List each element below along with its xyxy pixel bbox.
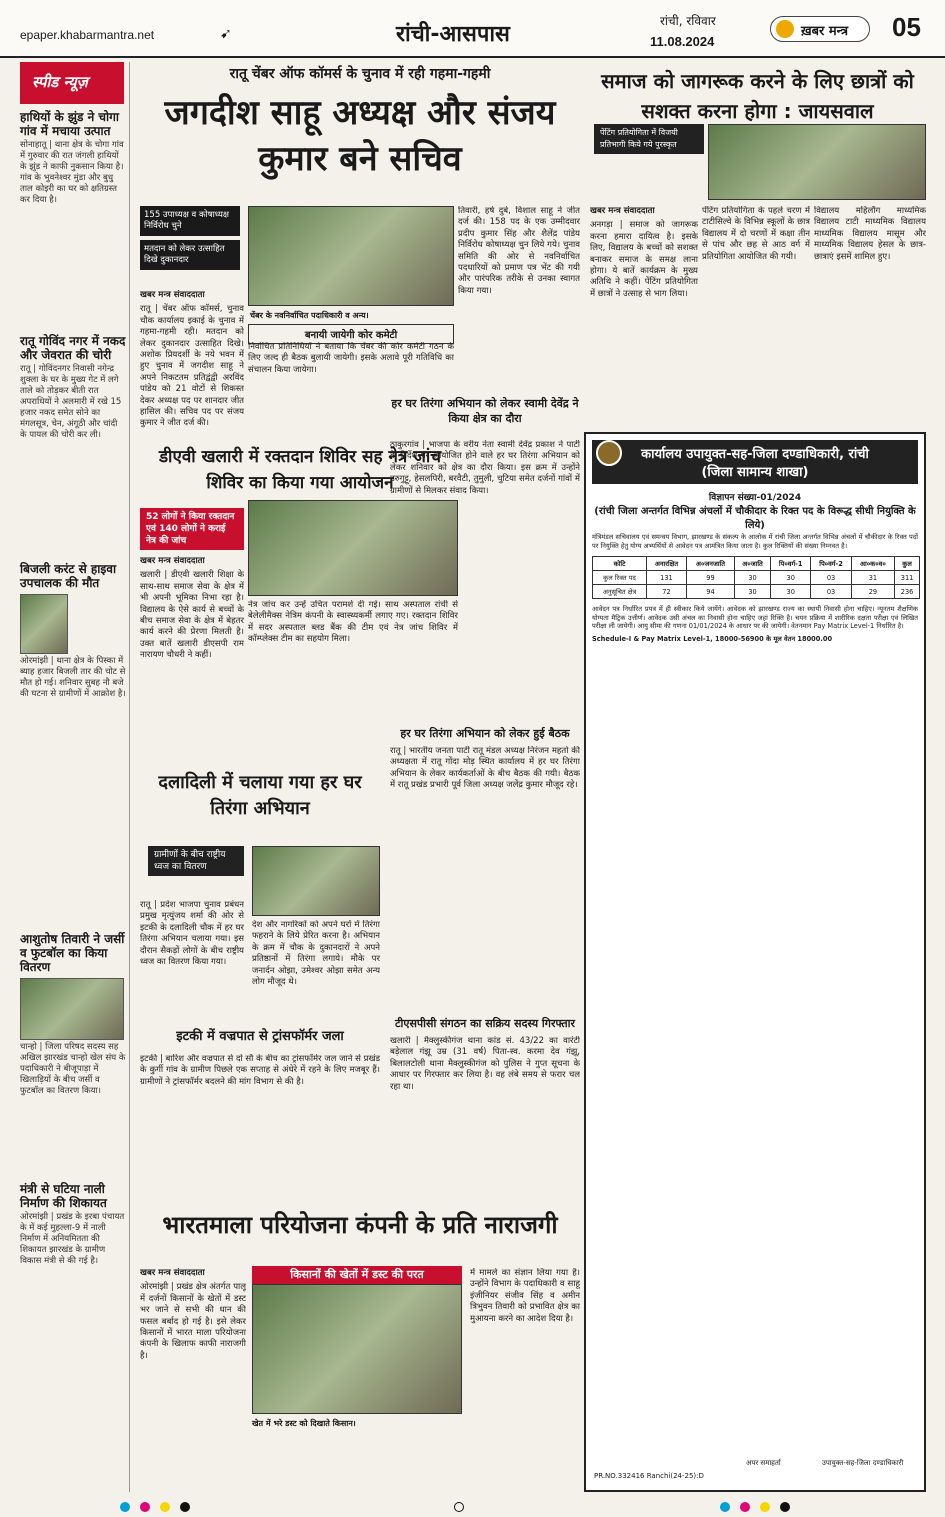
jaiswal-body-col1	[590, 206, 698, 406]
jaiswal-tag: पेंटिंग प्रतियोगिता में विजयी प्रतिभागी किये गये पुरस्कृत	[594, 124, 704, 154]
brief-body: ओरमांझी | प्रखंड के इरबा पंचायत के में कई मुहल्ला-9 में नाली निर्माण में अनियमितता की शिकायत झारखंड के ग्रामीण विकास मंत्री से की गई है।	[20, 1212, 125, 1266]
ad-intro: मंत्रिमंडल सचिवालय एवं समन्वय विभाग, झारखण्ड के संकल्प के आलोक में रांची जिला अन्तर्गत विभिन्न अंचलों में चौकीदार के रिक्त पदों पर नियुक्ति हेतु योग्य अभ्यर्थियों से आवेदन पत्र आमंत्रित किया जाता है। कुल रिक्तियों की संख्या निम्नवत है।	[592, 533, 918, 550]
transformer-body: इटकी | बारिश और वज्रपात से दो सौ के बीच का ट्रांसफॉर्मर जल जाने से प्रखंड के कुर्गी गांव के ग्रामीण पिछले एक सप्ताह से अंधेरे में रहने के लिए मजबूर हैं। ग्रामीणों ने ट्रांसफॉर्मर बदलने की मांग विभाग से की है।	[140, 1054, 380, 1087]
brief-title: रातू गोविंद नगर में नकद और जेवरात की चोरी	[20, 334, 126, 362]
tiranga-photo	[252, 846, 380, 916]
brief-jersey	[20, 932, 126, 1097]
col-header: पि०वर्ग-1	[771, 557, 811, 571]
table-cell: 03	[811, 571, 851, 585]
ad-signer-right: अपर समाहर्ता	[746, 1459, 781, 1467]
table-cell: 30	[771, 571, 811, 585]
vacancy-table	[592, 556, 920, 599]
table-row	[593, 585, 920, 599]
bharatmala-body-col3: में मामले का संज्ञान लिया गया है। उन्होंने विभाग के पदाधिकारी व साहू इंजीनियर संजीव सिंह व अमीन त्रिभुवन तिवारी को प्रभावित क्षेत्र का मुआयना करने का आदेश दिया है।	[470, 1268, 580, 1324]
main-body-col1	[140, 290, 244, 470]
main-bullets	[140, 206, 240, 274]
tpc-headline: टीएसपीसी संगठन का सक्रिय सदस्य गिरफ्तार	[395, 1017, 575, 1030]
table-cell: 94	[686, 585, 734, 599]
ad-salary: Schedule-I & Pay Matrix Level-1, 18000-56900 के मूल वेतन 18000.00	[592, 634, 833, 643]
table-cell: 30	[735, 571, 771, 585]
chamber-photo	[248, 206, 454, 306]
dav-headline: डीएवी खलारी में रक्तदान शिविर सह नेत्र जांच शिविर का किया गया आयोजन	[158, 447, 442, 493]
magenta-registration-icon	[740, 1502, 750, 1512]
core-committee-text: निर्वाचित प्रतिनिधियों ने बताया कि चेंबर की कोर कमेटी गठन के लिए जल्द ही बैठक बुलायी जायेगी। इसके अलावे पूरी गतिविधि का संचालन किया जायेगा।	[248, 342, 454, 375]
ad-subject: (रांची जिला अन्तर्गत विभिन्न अंचलों में चौकीदार के रिक्त पद के विरूद्ध सीधी नियुक्ति के लिये)	[594, 506, 916, 531]
table-cell: 99	[686, 571, 734, 585]
tiranga-body-col1: रातू | प्रदेश भाजपा चुनाव प्रबंधन प्रमुख मृत्युंजय शर्मा की ओर से इटकी के दलादिली चौक में हर घर तिरंगा अभियान चलाया गया। इस दौरान सैकड़ों लोगों के बीच राष्ट्रीय ध्वज का वितरण किया गया।	[140, 900, 244, 968]
jersey-photo	[20, 978, 124, 1040]
brief-title: हाथियों के झुंड ने चोगा गांव में मचाया उत्पात	[20, 110, 119, 138]
left-briefs-column	[20, 62, 130, 1492]
table-row	[593, 571, 920, 585]
dav-body-col2: नेत्र जांच कर उन्हें उचित परामर्श दी गई। साथ अस्पताल रांची से बेलेलीमैक्स नेत्रिम कंपनी के स्वास्थ्यकर्मी लगाए गए। रक्तदान शिविर में सदर अस्पताल ब्लड बैंक की टीम एवं नेत्र जांच शिविर में कॉम्प्लेक्स टीम का सहयोग मिला।	[248, 600, 458, 645]
yellow-registration-icon	[160, 1502, 170, 1512]
table-cell: 30	[735, 585, 771, 599]
recruitment-advertisement	[584, 432, 926, 1492]
brief-body: ओरमांझी | थाना क्षेत्र के पिस्का में ब्याह हजार बिजली तार की चोट से मौत हो गई। शनिवार सुबह नौ बजे की घटना से ग्रामीणों में आक्रोश है।	[20, 656, 126, 699]
photo-caption: चेंबर के नवनिर्वाचित पदाधिकारी व अन्य।	[250, 311, 369, 320]
col-header: कोटि	[593, 557, 647, 571]
table-cell: 29	[851, 585, 894, 599]
yellow-registration-icon	[760, 1502, 770, 1512]
col-header: अ०जाति	[735, 557, 771, 571]
harghar-headline: हर घर तिरंगा अभियान को लेकर स्वामी देवेंद्र ने किया क्षेत्र का दौरा	[391, 397, 579, 425]
col-header: अनारक्षित	[647, 557, 687, 571]
office-branch: (जिला सामान्य शाखा)	[701, 465, 809, 480]
brief-drain	[20, 1182, 126, 1267]
brief-theft	[20, 334, 126, 441]
magenta-registration-icon	[140, 1502, 150, 1512]
jaiswal-body-text: अनगड़ा | समाज को जागरूक करना हमारा दायित्व है। इसके लिए, विद्यालय के बच्चों को सशक्त बनाकर समाज के समक्ष लाना होगा। ये बातें कार्यक्रम के मुख्य अतिथि ने कहीं। पेंटिंग प्रतियोगिता में छात्रों ने उत्साह से भाग लिया।	[590, 220, 698, 299]
byline: खबर मन्त्र संवाददाता	[590, 206, 655, 216]
brief-title: बिजली करंट से हाइवा उपचालक की मौत	[20, 562, 117, 590]
crosshair-icon	[454, 1502, 464, 1512]
baithak-headline: हर घर तिरंगा अभियान को लेकर हुई बैठक	[400, 727, 570, 740]
jaiswal-headline: समाज को जागरूक करने के लिए छात्रों को सशक्त करना होगा : जायसवाल	[601, 69, 914, 123]
tiranga-headline: दलादिली में चलाया गया हर घर तिरंगा अभियान	[158, 772, 362, 819]
ad-signer-left: उपायुक्त-सह-जिला दण्डाधिकारी	[822, 1459, 904, 1467]
brief-body: सोनाहातू | थाना क्षेत्र के चोगा गांव में गुरुवार की रात जंगली हाथियों के झुंड ने काफी नुकसान किया है। गांव के भुवनेश्वर मुंडा और बुधु ताल कोइरी का घर को क्षतिग्रस्त कर दिया है।	[20, 140, 124, 205]
byline: खबर मन्त्र संवाददाता	[140, 556, 205, 566]
table-cell: 131	[647, 571, 687, 585]
ad-number: विज्ञापन संख्या-01/2024	[708, 493, 802, 503]
ad-body: आवेदन पत्र निर्धारित प्रपत्र में ही स्वीकार किये जायेंगे। आवेदक को झारखण्ड राज्य का स्थायी निवासी होना चाहिए। न्यूनतम शैक्षणिक योग्यता मैट्रिक उत्तीर्ण। आवेदक उसी अंचल का निवासी होना चाहिए जहां रिक्ति है। चयन प्रक्रिया में शारीरिक दक्षता परीक्षा एवं लिखित परीक्षा ली जायेगी। आयु सीमा की गणना 01/01/2024 के आधार पर की जायेगी। वेतनमान Pay Matrix Level-1 निर्धारित है।	[592, 605, 918, 631]
baithak-body: रातू | भारतीय जनता पार्टी रातू मंडल अध्यक्ष निरंजन महतो की अध्यक्षता में रातू गोंदा मोड़ स्थित कार्यालय में हर घर तिरंगा अभियान के लेकर कार्यकर्ताओं के बीच बैठक की गयी। बैठक में रातू प्रखंड प्रभारी पूर्व जिला अध्यक्ष जलेंद्र कुमार मौजूद रहे।	[390, 746, 580, 791]
brief-title: आशुतोष तिवारी ने जर्सी व फुटबॉल का किया वितरण	[20, 932, 125, 974]
transformer-headline: इटकी में वज्रपात से ट्रांसफॉर्मर जला	[176, 1029, 344, 1044]
brief-body: चान्हो | जिला परिषद सदस्य सह अखिल झारखंड चान्हो खेल संघ के पदाधिकारी ने बीजूपाड़ा में खिलाड़ियों के बीच जर्सी व फुटबॉल का वितरण किया।	[20, 1042, 126, 1096]
ad-office-title	[592, 440, 918, 484]
section-title: रांची-आसपास	[396, 22, 510, 47]
cyan-registration-icon	[120, 1502, 130, 1512]
bullet-item: 155 उपाध्यक्ष व कोषाध्यक्ष निर्विरोध चुने	[140, 206, 240, 236]
main-body-text: रातू | चेंबर ऑफ कॉमर्स, चुनाव चौक कार्यालय इकाई के चुनाव में गहमा-गहमी रही। मतदान को लेकर दुकानदार उत्साहित दिखे। अशोक प्रियदर्शी के नये भवन में हुए चुनाव में जगदीश साहू ने अपने निकटतम प्रतिद्वंद्वी अरविंद पांडेय को 21 वोटों से शिकस्त देकर अध्यक्ष पद पर शानदार जीत हासिल की। सचिव पद पर संजय कुमार ने जीत दर्ज की।	[140, 304, 244, 429]
victim-photo	[20, 594, 68, 654]
core-committee-title: बनायी जायेगी कोर कमेटी	[248, 324, 454, 344]
edition-date: 11.08.2024	[650, 34, 715, 49]
col-header: कुल	[895, 557, 920, 571]
table-cell: 03	[811, 585, 851, 599]
bharatmala-body-col1	[140, 1268, 246, 1478]
dust-photo-caption: खेत में भरे डस्ट को दिखाते किसान।	[252, 1419, 356, 1428]
dav-body-col1	[140, 556, 244, 706]
table-cell: 30	[771, 585, 811, 599]
jaiswal-body-col2: पेंटिंग प्रतियोगिता के पहले चरण में टाटीसिल्वे के विभिन्न स्कूलों के छात्र विद्यालय में दो चरणों में कक्षा तीन से पांच और छह से आठ वर्ग में प्रतियोगिता आयोजित की गयी।	[702, 206, 810, 262]
main-body-col3: तिवारी, हर्ष दुबे, विशाल साहू ने जीत दर्ज की। 158 पद के एक उम्मीदवार प्रदीप कुमार सिंह और शैलेंद्र पांडेय निर्विरोध कोषाध्यक्ष चुन लिये गये। चुनाव समिति की ओर से नवनिर्वाचित पदधारियों को प्रमाण पत्र भेंट की गयी और पारंपरिक तरीके से उनका स्वागत किया गया।	[458, 206, 580, 296]
brief-body: रातू | गोविंदनगर निवासी नगेन्द्र शुक्ला के घर के मुख्य गेट में लगे ताले को तोड़कर बीती रात अपराधियों ने अलमारी में रखे 15 हजार नकद समेत सोने का मंगलसूत्र, चेन, अंगूठी और चांदी के पायल की चोरी कर ली।	[20, 364, 122, 440]
bharatmala-body-text: ओरमांझी | प्रखंड क्षेत्र अंतर्गत पालू में दर्जनों किसानों के खेतों में डस्ट भर जाने से सभी की धान की फसल बर्बाद हो गई है। इसे लेकर किसानों में भारत माला परियोजना कंपनी के खिलाफ काफी नाराजगी है।	[140, 1282, 246, 1361]
brand-logo: ख़बर मन्त्र	[770, 16, 870, 42]
harghar-body: ठाकुरगांव | भाजपा के वरीय नेता स्वामी देवेंद्र प्रकाश ने पार्टी के निर्देश पर आयोजित होने वाले हर घर तिरंगा अभियान को लेकर शनिवार को क्षेत्र का दौरा किया। इस क्रम में उन्होंने उरुगुट्टू, हेसलपिरी, बरवैटी, तुमुली, चुटिया समेत दर्जनों गांवों में ग्रामीणों से मिलकर संवाद किया।	[390, 440, 580, 496]
cyan-registration-icon	[720, 1502, 730, 1512]
byline: खबर मन्त्र संवाददाता	[140, 1268, 205, 1278]
col-header: अ०जनजाति	[686, 557, 734, 571]
bharatmala-headline: भारतमाला परियोजना कंपनी के प्रति नाराजगी	[162, 1211, 558, 1239]
bharatmala-photo-tag: किसानों की खेतों में डस्ट की परत	[252, 1266, 462, 1284]
col-header: आ०क०व०	[851, 557, 894, 571]
table-cell: कुल रिक्त पद	[593, 571, 647, 585]
black-registration-icon	[180, 1502, 190, 1512]
table-cell: 311	[895, 571, 920, 585]
speed-news-tag: स्पीड न्यूज़	[20, 62, 124, 104]
col-header: पि०वर्ग-2	[811, 557, 851, 571]
bullet-item: मतदान को लेकर उत्साहित दिखे दुकानदार	[140, 240, 240, 270]
table-cell: 31	[851, 571, 894, 585]
table-cell: 236	[895, 585, 920, 599]
painting-winners-photo	[708, 124, 926, 200]
masthead	[0, 0, 945, 58]
cursor-icon: ➹	[220, 26, 232, 42]
black-registration-icon	[780, 1502, 790, 1512]
page-number: 05	[892, 12, 921, 42]
brief-title: मंत्री से घटिया नाली निर्माण की शिकायत	[20, 1182, 107, 1210]
tpc-body: खलारी | मैक्लुस्कीगंज थाना कांड सं. 43/22 का वारंटी बड़ेलाल गंझू उम्र (31 वर्ष) पिता-स्व. करमा देव गंझू, बिलालटोली थाना मैक्लुस्कीगंज को पुलिस ने गुप्त सूचना के आधार पर गिरफ्तार कर लिया है। वह लंबे समय से फरार चल रहा था।	[390, 1036, 580, 1092]
table-cell: अनुसूचित क्षेत्र	[593, 585, 647, 599]
city-day: रांची, रविवार	[660, 14, 716, 28]
dav-body-text: खलारी | डीएवी खलारी शिक्षा के साथ-साथ समाज सेवा के क्षेत्र में भी अपनी भूमिका निभा रहा है। विद्यालय के ऐसे कार्य से बच्चों के बीच समाज सेवा के क्षेत्र में बेहतर कार्य करने की प्रेरणा मिलती है। उक्त बातें खलारी डीएसपी राम नारायण चौधरी ने कहीं।	[140, 570, 244, 661]
govt-emblem-icon	[596, 440, 622, 466]
table-header-row	[593, 557, 920, 571]
brand-mark-icon	[776, 20, 794, 38]
main-headline: जगदीश साहू अध्यक्ष और संजय कुमार बने सचिव	[164, 93, 556, 179]
tiranga-body-col2: देश और नागरिकों को अपने घरों में तिरंगा फहराने के लिये प्रेरित करना है। अभियान के क्रम में चौक के दुकानदारों ने अपने प्रतिष्ठानों में तिरंगा लगाये। मौके पर जनार्दन ओझा, उमेश्वर ओझा समेत अन्य लोग मौजूद थे।	[252, 920, 380, 988]
office-name: कार्यालय उपायुक्त-सह-जिला दण्डाधिकारी, रांची	[641, 447, 869, 462]
table-cell: 72	[647, 585, 687, 599]
byline: खबर मन्त्र संवाददाता	[140, 290, 205, 300]
brief-elephant	[20, 110, 126, 206]
brief-electrocution	[20, 562, 126, 700]
jaiswal-body-col3: विद्यालय महिलौंग माध्यमिक विद्यालय टाटी माध्यमिक विद्यालय माध्यमिक विद्यालय मासूम और माध्यमिक विद्यालय हेसल के छात्र-छात्राएं इसमें शामिल हुए।	[814, 206, 926, 262]
tiranga-tag: ग्रामीणों के बीच राष्ट्रीय ध्वज का वितरण	[148, 846, 244, 876]
ad-pr-number: PR.NO.332416 Ranchi(24-25):D	[594, 1472, 704, 1480]
dav-tag: 52 लोगों ने किया रक्तदान एवं 140 लोगों ने कराई नेत्र की जांच	[140, 508, 244, 550]
main-kicker: रातू चेंबर ऑफ कॉमर्स के चुनाव में रही गहमा-गहमी	[229, 66, 491, 82]
dust-field-photo	[252, 1284, 462, 1414]
epaper-url[interactable]: epaper.khabarmantra.net	[20, 28, 155, 42]
